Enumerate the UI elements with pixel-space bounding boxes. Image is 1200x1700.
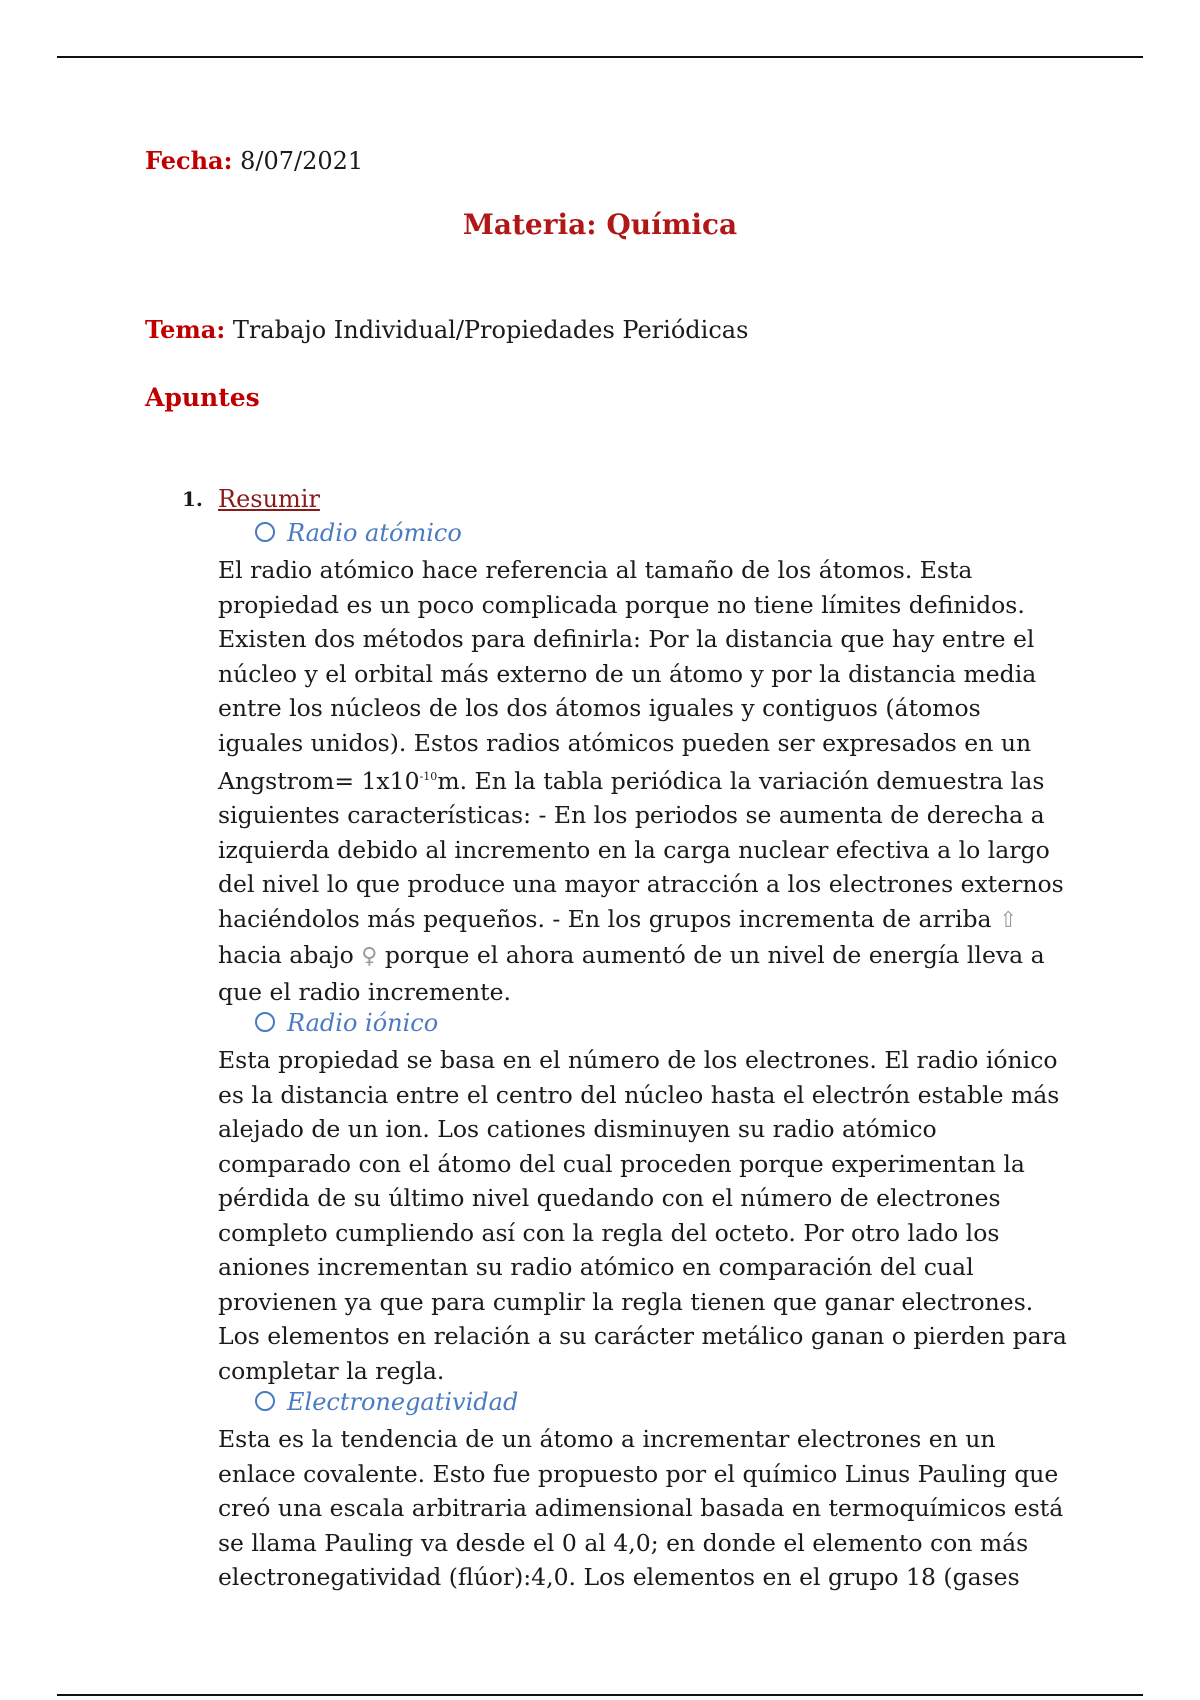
arrow-down-icon: ♀ <box>361 944 378 970</box>
topic-value: Trabajo Individual/Propiedades Periódicas <box>232 316 749 344</box>
subheading-text: Radio atómico <box>287 519 462 547</box>
paragraph-text: El radio atómico hace referencia al tamaño de los átomos. Esta propiedad es un poco complicada porque no tiene límites definidos. Existen dos métodos para definirla: Por la distancia que hay entre el núcleo y el orbital más externo de un átomo y por la distancia media entre los núcleos de los dos átomos iguales y contiguos (átomos iguales unidos). Estos radios atómicos pueden ser expresados en un Angstrom= 1x10 <box>218 556 1037 795</box>
date-label: Fecha: <box>145 146 233 175</box>
subject-title: Materia: Química <box>462 208 738 241</box>
topic-line <box>145 315 748 345</box>
notes-heading: Apuntes <box>145 383 260 412</box>
paragraph-text: hacia abajo <box>218 941 354 970</box>
date-value: 8/07/2021 <box>240 147 364 175</box>
paragraph-radio-atomico <box>218 553 1068 1009</box>
paragraph-text: porque el ahora aumentó de un nivel de energía lleva a que el radio incremente. <box>218 941 1045 1006</box>
paragraph-radio-ionico: Esta propiedad se basa en el número de los electrones. El radio iónico es la distancia entre el centro del núcleo hasta el electrón estable más alejado de un ion. Los cationes disminuyen su radio atómico comparado con el átomo del cual proceden porque experimentan la pérdida de su último nivel quedando con el número de electrones completo cumpliendo así con la regla del octeto. Por otro lado los aniones incrementan su radio atómico en comparación del cual provienen ya que para cumplir la regla tienen que ganar electrones. Los elementos en relación a su carácter metálico ganan o pierden para completar la regla. <box>218 1046 1067 1385</box>
circle-bullet-icon <box>255 1012 275 1032</box>
subheading-radio-ionico <box>145 1009 1075 1043</box>
exponent: -10 <box>419 770 438 783</box>
arrow-up-icon: ⇧ <box>999 907 1018 933</box>
subheading-radio-atomico <box>145 519 1075 553</box>
subheading-text: Radio iónico <box>287 1009 439 1038</box>
circle-bullet-icon <box>255 1391 275 1411</box>
topic-label: Tema: <box>145 315 226 344</box>
subheading-text: Electronegatividad <box>287 1388 519 1417</box>
subheading-electronegatividad <box>145 1388 1075 1422</box>
bottom-rule <box>57 1694 1143 1696</box>
top-rule <box>57 56 1143 58</box>
circle-bullet-icon <box>255 522 275 542</box>
date-line <box>145 146 363 176</box>
paragraph-electronegatividad: Esta es la tendencia de un átomo a incrementar electrones en un enlace covalente. Esto fue propuesto por el químico Linus Pauling que creó una escala arbitraria adimensional basada en termoquímicos está se llama Pauling va desde el 0 al 4,0; en donde el elemento con más electronegatividad (flúor):4,0. Los elementos en el grupo 18 (gases <box>218 1425 1064 1592</box>
summary-link[interactable]: Resumir <box>218 485 320 513</box>
paragraph-text: m. En la tabla periódica la variación demuestra las siguientes características: - En los periodos se aumenta de derecha a izquierda debido al incremento en la carga nuclear efectiva a lo largo del nivel lo que produce una mayor atracción a los electrones externos haciéndolos más pequeños. - En los grupos incrementa de arriba <box>218 766 1064 933</box>
list-item <box>145 485 1075 519</box>
item-number: 1. <box>182 487 203 511</box>
notes-list <box>145 485 1075 1595</box>
